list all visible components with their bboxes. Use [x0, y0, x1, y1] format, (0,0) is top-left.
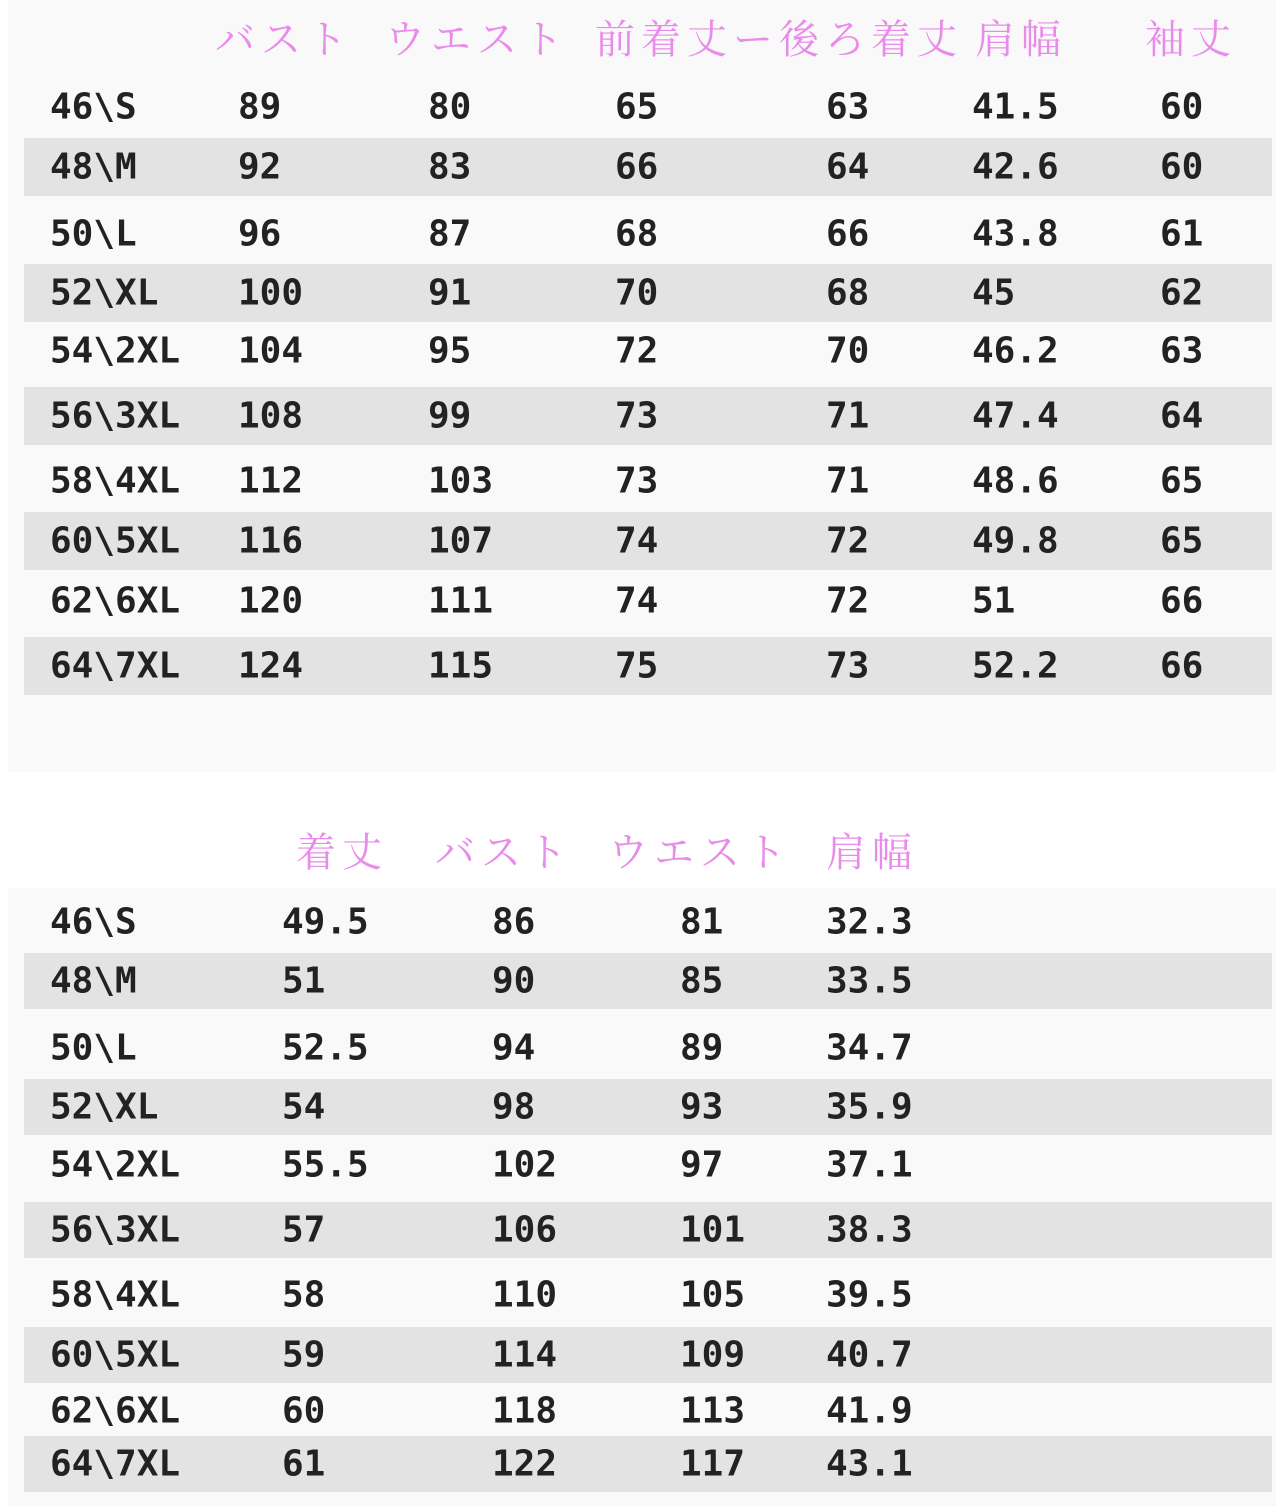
table-cell: 60 — [1160, 86, 1204, 128]
table-cell: 71 — [826, 395, 870, 437]
table-cell: 106 — [492, 1209, 558, 1251]
table-cell: 54 — [282, 1086, 326, 1128]
table-cell: 94 — [492, 1027, 536, 1069]
table-cell: 66 — [1160, 645, 1204, 687]
table-cell: 100 — [238, 272, 304, 314]
table-cell: 90 — [492, 960, 536, 1002]
table-cell: 41.5 — [972, 86, 1059, 128]
size-label: 48\M — [50, 960, 137, 1002]
size-label: 60\5XL — [50, 520, 181, 562]
table-cell: 72 — [826, 580, 870, 622]
table-cell: 111 — [428, 580, 494, 622]
table-cell: 58 — [282, 1274, 326, 1316]
size-label: 60\5XL — [50, 1334, 181, 1376]
table-cell: 64 — [826, 146, 870, 188]
table-cell: 51 — [972, 580, 1016, 622]
table2-header-3: ウエスト — [608, 830, 792, 876]
table-cell: 66 — [615, 146, 659, 188]
table-cell: 124 — [238, 645, 304, 687]
table-cell: 71 — [826, 460, 870, 502]
table-cell: 64 — [1160, 395, 1204, 437]
table-cell: 65 — [1160, 520, 1204, 562]
table-cell: 52.5 — [282, 1027, 369, 1069]
table-cell: 74 — [615, 520, 659, 562]
size-label: 54\2XL — [50, 1144, 181, 1186]
table-cell: 114 — [492, 1334, 558, 1376]
size-label: 56\3XL — [50, 1209, 181, 1251]
table-cell: 120 — [238, 580, 304, 622]
table-row — [24, 1327, 1272, 1383]
table-cell: 49.5 — [282, 901, 369, 943]
table-cell: 60 — [1160, 146, 1204, 188]
table-row — [24, 953, 1272, 1009]
table-cell: 47.4 — [972, 395, 1059, 437]
table-cell: 80 — [428, 86, 472, 128]
table-cell: 65 — [1160, 460, 1204, 502]
table-cell: 107 — [428, 520, 494, 562]
size-label: 58\4XL — [50, 1274, 181, 1316]
table-cell: 83 — [428, 146, 472, 188]
table-cell: 104 — [238, 330, 304, 372]
table-row — [24, 1267, 1272, 1323]
table-cell: 61 — [1160, 213, 1204, 255]
table-cell: 65 — [615, 86, 659, 128]
table-cell: 55.5 — [282, 1144, 369, 1186]
table-cell: 91 — [428, 272, 472, 314]
table-cell: 37.1 — [826, 1144, 913, 1186]
table-cell: 117 — [680, 1443, 746, 1485]
table-row — [24, 1137, 1272, 1193]
table-cell: 59 — [282, 1334, 326, 1376]
table-cell: 63 — [826, 86, 870, 128]
table-cell: 46.2 — [972, 330, 1059, 372]
table-cell: 72 — [826, 520, 870, 562]
size-label: 48\M — [50, 146, 137, 188]
table2-header-1: 着丈 — [296, 830, 388, 876]
table-cell: 110 — [492, 1274, 558, 1316]
size-label: 50\L — [50, 213, 137, 255]
size-label: 50\L — [50, 1027, 137, 1069]
table-cell: 34.7 — [826, 1027, 913, 1069]
table-cell: 98 — [492, 1086, 536, 1128]
table-cell: 68 — [826, 272, 870, 314]
table-cell: 74 — [615, 580, 659, 622]
table-cell: 116 — [238, 520, 304, 562]
size-label: 62\6XL — [50, 1390, 181, 1432]
table-cell: 70 — [826, 330, 870, 372]
table-cell: 86 — [492, 901, 536, 943]
size-label: 58\4XL — [50, 460, 181, 502]
table-cell: 57 — [282, 1209, 326, 1251]
size-label: 52\XL — [50, 272, 159, 314]
table-cell: 32.3 — [826, 901, 913, 943]
table-cell: 72 — [615, 330, 659, 372]
table-cell: 73 — [615, 460, 659, 502]
table-row — [24, 894, 1272, 950]
table-cell: 52.2 — [972, 645, 1059, 687]
table2-header-4: 肩幅 — [826, 830, 918, 876]
table-cell: 66 — [826, 213, 870, 255]
table-cell: 97 — [680, 1144, 724, 1186]
table-cell: 85 — [680, 960, 724, 1002]
table-cell: 42.6 — [972, 146, 1059, 188]
table-cell: 43.8 — [972, 213, 1059, 255]
size-label: 54\2XL — [50, 330, 181, 372]
table-cell: 62 — [1160, 272, 1204, 314]
table-cell: 93 — [680, 1086, 724, 1128]
size-label: 62\6XL — [50, 580, 181, 622]
table-cell: 92 — [238, 146, 282, 188]
table-cell: 108 — [238, 395, 304, 437]
table-cell: 112 — [238, 460, 304, 502]
table-cell: 73 — [615, 395, 659, 437]
size-label: 52\XL — [50, 1086, 159, 1128]
table-row — [24, 1436, 1272, 1492]
table-row — [24, 1020, 1272, 1076]
table-cell: 49.8 — [972, 520, 1059, 562]
table-cell: 51 — [282, 960, 326, 1002]
table-cell: 73 — [826, 645, 870, 687]
table-cell: 81 — [680, 901, 724, 943]
table-cell: 75 — [615, 645, 659, 687]
table-cell: 95 — [428, 330, 472, 372]
table-cell: 122 — [492, 1443, 558, 1485]
table1-header-1: バスト — [215, 17, 353, 63]
table-row — [24, 1202, 1272, 1258]
table1-header-4: 肩幅 — [975, 17, 1067, 63]
table-row — [24, 1079, 1272, 1135]
table-cell: 115 — [428, 645, 494, 687]
table-cell: 109 — [680, 1334, 746, 1376]
table-cell: 87 — [428, 213, 472, 255]
table-cell: 38.3 — [826, 1209, 913, 1251]
table-row — [24, 1383, 1272, 1439]
table-cell: 102 — [492, 1144, 558, 1186]
table-cell: 89 — [680, 1027, 724, 1069]
table-cell: 40.7 — [826, 1334, 913, 1376]
table1-header-3: 前着丈ー後ろ着丈 — [595, 17, 963, 63]
table-cell: 60 — [282, 1390, 326, 1432]
table-cell: 33.5 — [826, 960, 913, 1002]
table2-header-2: バスト — [435, 830, 573, 876]
table-cell: 113 — [680, 1390, 746, 1432]
size-label: 46\S — [50, 86, 137, 128]
table-cell: 103 — [428, 460, 494, 502]
table-cell: 43.1 — [826, 1443, 913, 1485]
table-cell: 61 — [282, 1443, 326, 1485]
table-cell: 48.6 — [972, 460, 1059, 502]
table-cell: 118 — [492, 1390, 558, 1432]
table-cell: 105 — [680, 1274, 746, 1316]
table-cell: 66 — [1160, 580, 1204, 622]
size-label: 64\7XL — [50, 1443, 181, 1485]
table-cell: 101 — [680, 1209, 746, 1251]
table1-header-5: 袖丈 — [1145, 17, 1237, 63]
table-cell: 41.9 — [826, 1390, 913, 1432]
size-label: 64\7XL — [50, 645, 181, 687]
table-cell: 70 — [615, 272, 659, 314]
table-cell: 39.5 — [826, 1274, 913, 1316]
table-cell: 89 — [238, 86, 282, 128]
table-cell: 99 — [428, 395, 472, 437]
table-cell: 96 — [238, 213, 282, 255]
table1-header-2: ウエスト — [385, 17, 569, 63]
table-cell: 45 — [972, 272, 1016, 314]
size-label: 56\3XL — [50, 395, 181, 437]
table-cell: 35.9 — [826, 1086, 913, 1128]
size-label: 46\S — [50, 901, 137, 943]
table-cell: 63 — [1160, 330, 1204, 372]
table-cell: 68 — [615, 213, 659, 255]
